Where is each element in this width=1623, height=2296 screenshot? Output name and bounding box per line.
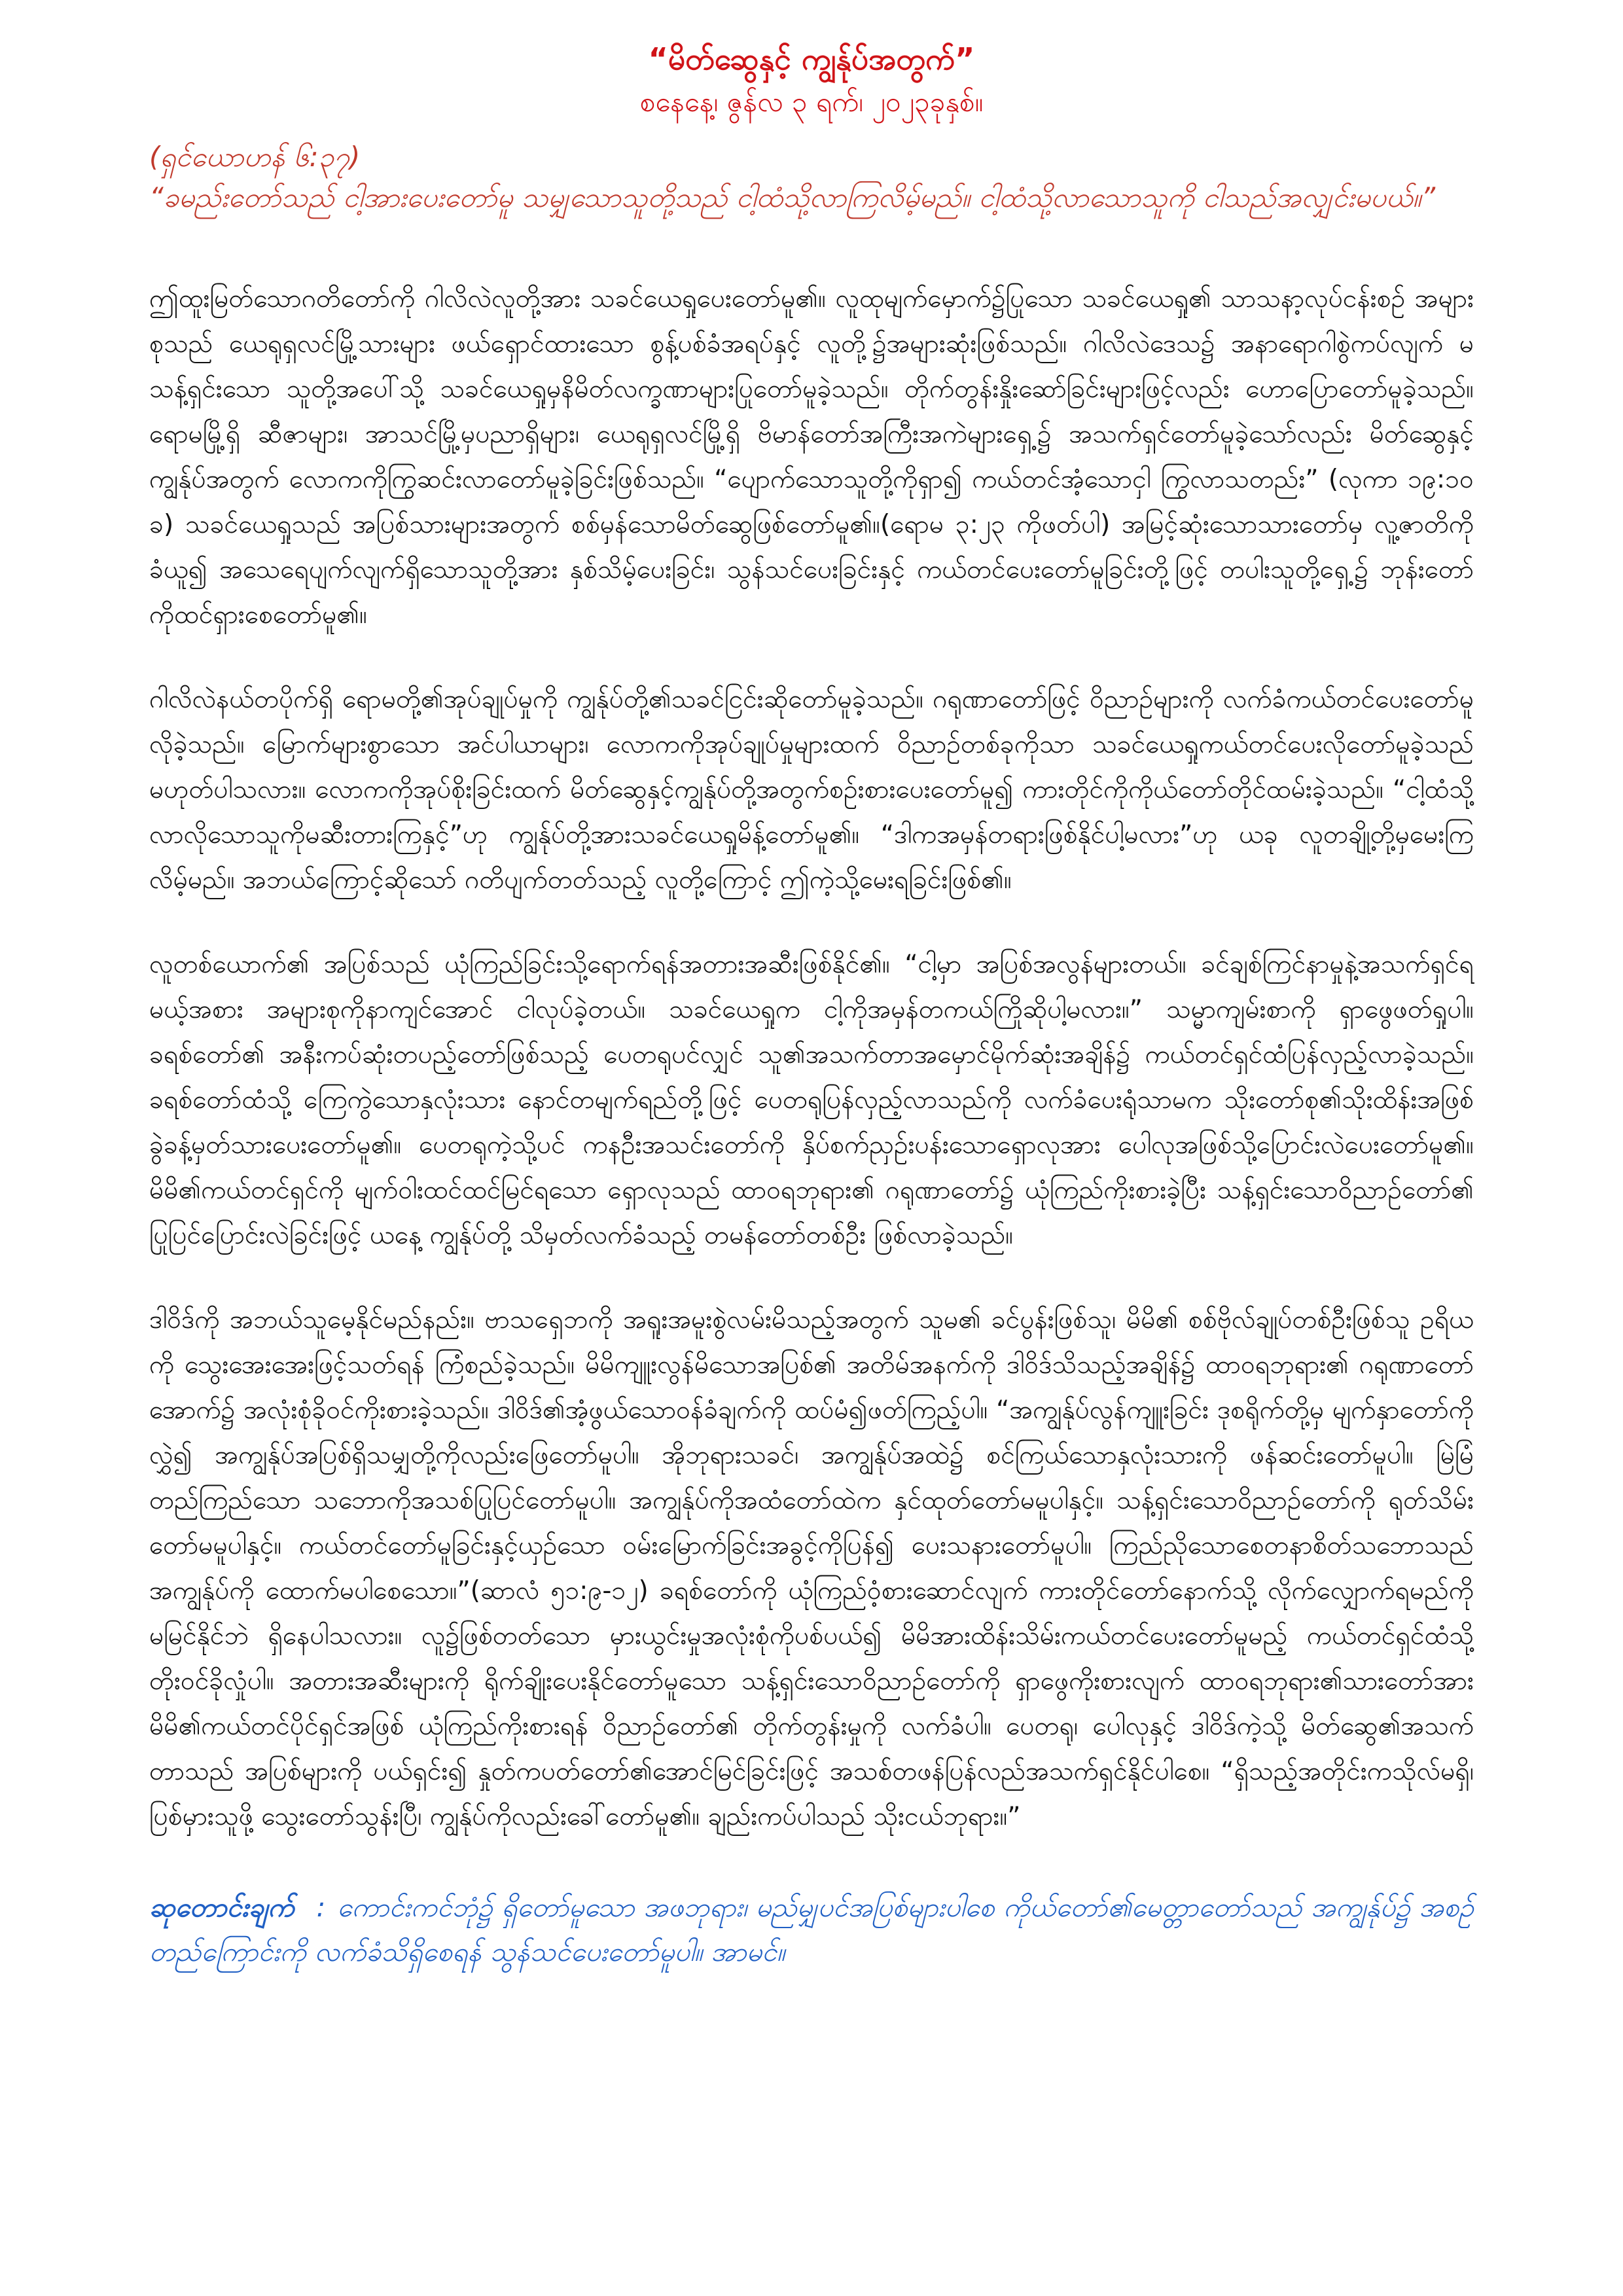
body-paragraph-4: ဒါဝိဒ်ကို အဘယ်သူမေ့နိုင်မည်နည်း။ ဗာသရှေဘကို အရူးအမူးစွဲလမ်းမိသည့်အတွက် သူမ၏ ခင်ပွန်းဖြစ်သူ၊ မိမိ၏ စစ်ဗိုလ်ချုပ်တစ်ဦးဖြစ်သူ ဥရိယကို သွေးအေးအေးဖြင့်သတ်ရန် ကြံစည်ခဲ့သည်။ မိမိကျူးလွန်မိသောအပြစ်၏ အတိမ်အနက်ကို ဒါဝိဒ်သိသည့်အချိန်၌ ထာဝရဘုရား၏ ဂရုဏာတော်အောက်၌ အလုံးစုံခိုဝင်ကိုးစားခဲ့သည်။ ဒါဝိဒ်၏အံ့ဖွယ်သောဝန်ခံချက်ကို ထပ်မံ၍ဖတ်ကြည့်ပါ။ “အကျွန်ုပ်လွန်ကျူးခြင်း ဒုစရိုက်တို့မှ မျက်နှာတော်ကိုလွှဲ၍ အကျွန်ုပ်အပြစ်ရှိသမျှတို့ကိုလည်းဖြေတော်မူပါ။ အိုဘုရားသခင်၊ အကျွန်ုပ်အထဲ၌ စင်ကြယ်သောနှလုံးသားကို ဖန်ဆင်းတော်မူပါ။ မြဲမြံတည်ကြည်သော သဘောကိုအသစ်ပြုပြင်တော်မူပါ။ အကျွန်ုပ်ကိုအထံတော်ထဲက နှင်ထုတ်တော်မမူပါနှင့်။ သန့်ရှင်းသောဝိညာဉ်တော်ကို ရုတ်သိမ်းတော်မမူပါနှင့်။ ကယ်တင်တော်မူခြင်းနှင့်ယှဉ်သော ဝမ်းမြောက်ခြင်းအခွင့်ကိုပြန်၍ ပေးသနားတော်မူပါ။ ကြည်ညိုသောစေတနာစိတ်သဘောသည် အကျွန်ုပ်ကို ထောက်မပါစေသော။”(ဆာလံ ၅၁:၉-၁၂) ခရစ်တော်ကို ယုံကြည်ဝံ့စားဆောင်လျက် ကားတိုင်တော်နောက်သို့ လိုက်လျှောက်ရမည်ကို မမြင်နိုင်ဘဲ ရှိနေပါသလား။ လူ၌ဖြစ်တတ်သော မှားယွင်းမှုအလုံးစုံကိုပစ်ပယ်၍ မိမိအားထိန်းသိမ်းကယ်တင်ပေးတော်မူမည့် ကယ်တင်ရှင်ထံသို့ တိုးဝင်ခိုလှုံပါ။ အတားအဆီးများကို ရိုက်ချိုးပေးနိုင်တော်မူသော သန့်ရှင်းသောဝိညာဉ်တော်ကို ရှာဖွေကိုးစားလျက် ထာဝရဘုရား၏သားတော်အား မိမိ၏ကယ်တင်ပိုင်ရှင်အဖြစ် ယုံကြည်ကိုးစားရန် ဝိညာဉ်တော်၏ တိုက်တွန်းမှုကို လက်ခံပါ။ ပေတရု၊ ပေါလုနှင့် ဒါဝိဒ်ကဲ့သို့ မိတ်ဆွေ၏အသက်တာသည် အပြစ်များကို ပယ်ရှင်း၍ နှုတ်ကပတ်တော်၏အောင်မြင်ခြင်းဖြင့် အသစ်တဖန်ပြန်လည်အသက်ရှင်နိုင်ပါစေ။ “ရှိသည့်အတိုင်းကသိုလ်မရှိ၊ ပြစ်မှားသူဖို့ သွေးတော်သွန်းပြီ၊ ကျွန်ုပ်ကိုလည်းခေါ်တော်မူ၏။ ချည်းကပ်ပါသည် သိုးငယ်ဘုရား။” [149,1305,1474,1831]
date-line: စနေနေ့၊ ဇွန်လ ၃ ရက်၊ ၂၀၂၃ခုနှစ်။ [639,86,984,118]
page-title: “မိတ်ဆွေနှင့် ကျွန်ုပ်အတွက်” [648,41,975,77]
prayer-label: ဆုတောင်းချက် [149,1892,294,1923]
body-paragraph-1: ဤထူးမြတ်သောဂတိတော်ကို ဂါလိလဲလူတို့အား သခင်ယေရှုပေးတော်မူ၏။ လူထုမျက်မှောက်၌ပြုသော သခင်ယေရှု၏ သာသနာ့လုပ်ငန်းစဉ် အများစုသည် ယေရုရှလင်မြို့သားများ ဖယ်ရှောင်ထားသော စွန့်ပစ်ခံအရပ်နှင့် လူတို့၌အများဆုံးဖြစ်သည်။ ဂါလိလဲဒေသ၌ အနာရောဂါစွဲကပ်လျက် မသန့်ရှင်းသော သူတို့အပေါ်သို့ သခင်ယေရှုမှနိမိတ်လက္ခဏာများပြုတော်မူခဲ့သည်။ တိုက်တွန်းနှိုးဆော်ခြင်းများဖြင့်လည်း ဟောပြောတော်မူခဲ့သည်။ ရောမမြို့ရှိ ဆီဇာများ၊ အာသင်မြို့မှပညာရှိများ၊ ယေရုရှလင်မြို့ရှိ ဗိမာန်တော်အကြီးအကဲများရှေ့၌ အသက်ရှင်တော်မူခဲ့သော်လည်း မိတ်ဆွေနှင့်ကျွန်ုပ်အတွက် လောကကိုကြွဆင်းလာတော်မူခဲ့ခြင်းဖြစ်သည်။ “ပျောက်သောသူတို့ကိုရှာ၍ ကယ်တင်အံ့သောငှါ ကြွလာသတည်း” (လုကာ ၁၉:၁၀ ခ) သခင်ယေရှုသည် အပြစ်သားများအတွက် စစ်မှန်သောမိတ်ဆွေဖြစ်တော်မူ၏။(ရောမ ၃:၂၃ ကိုဖတ်ပါ) အမြင့်ဆုံးသောသားတော်မှ လူ့ဇာတိကိုခံယူ၍ အသေရေပျက်လျက်ရှိသောသူတို့အား နှစ်သိမ့်ပေးခြင်း၊ သွန်သင်ပေးခြင်းနှင့် ကယ်တင်ပေးတော်မူခြင်းတို့ဖြင့် တပါးသူတို့ရှေ့၌ ဘုန်းတော်ကိုထင်ရှားစေတော်မူ၏။ [149,284,1474,630]
prayer-block [149,1885,1474,1974]
body-paragraph-2: ဂါလိလဲနယ်တပိုက်ရှိ ရောမတို့၏အုပ်ချုပ်မှုကို ကျွန်ုပ်တို့၏သခင်ငြင်းဆိုတော်မူခဲ့သည်။ ဂရုဏာတော်ဖြင့် ဝိညာဉ်များကို လက်ခံကယ်တင်ပေးတော်မူလိုခဲ့သည်။ မြောက်များစွာသော အင်ပါယာများ၊ လောကကိုအုပ်ချုပ်မှုများထက် ဝိညာဉ်တစ်ခုကိုသာ သခင်ယေရှုကယ်တင်ပေးလိုတော်မူခဲ့သည် မဟုတ်ပါသလား။ လောကကိုအုပ်စိုးခြင်းထက် မိတ်ဆွေနှင့်ကျွန်ုပ်တို့အတွက်စဉ်းစားပေးတော်မူ၍ ကားတိုင်ကိုကိုယ်တော်တိုင်ထမ်းခဲ့သည်။ “ငါ့ထံသို့လာလိုသောသူကိုမဆီးတားကြနှင့်”ဟု ကျွန်ုပ်တို့အားသခင်ယေရှုမိန့်တော်မူ၏။ “ဒါကအမှန်တရားဖြစ်နိုင်ပါ့မလား”ဟု ယခု လူတချို့တို့မှမေးကြလိမ့်မည်။ အဘယ်ကြောင့်ဆိုသော် ဂတိပျက်တတ်သည့် လူတို့ကြောင့် ဤကဲ့သို့မေးရခြင်းဖြစ်၏။ [149,685,1474,895]
scripture-verse: “ခမည်းတော်သည် ငါ့အားပေးတော်မူ သမျှသောသူတို့သည် ငါ့ထံသို့လာကြလိမ့်မည်။ ငါ့ထံသို့လာသောသူကို ငါသည်အလျှင်းမပယ်။” [149,181,1436,213]
body-paragraph-3: လူတစ်ယောက်၏ အပြစ်သည် ယုံကြည်ခြင်းသို့ရောက်ရန်အတားအဆီးဖြစ်နိုင်၏။ “ငါ့မှာ အပြစ်အလွန်များတယ်။ ခင်ချစ်ကြင်နာမှုနဲ့အသက်ရှင်ရမယ့်အစား အများစုကိုနာကျင်အောင် ငါလုပ်ခဲ့တယ်။ သခင်ယေရှုက ငါ့ကိုအမှန်တကယ်ကြိုဆိုပါ့မလား။” သမ္မာကျမ်းစာကို ရှာဖွေဖတ်ရှုပါ။ ခရစ်တော်၏ အနီးကပ်ဆုံးတပည့်တော်ဖြစ်သည့် ပေတရုပင်လျှင် သူ၏အသက်တာအမှောင်မိုက်ဆုံးအချိန်၌ ကယ်တင်ရှင်ထံပြန်လှည့်လာခဲ့သည်။ ခရစ်တော်ထံသို့ ကြေကွဲသောနှလုံးသား နောင်တမျက်ရည်တို့ဖြင့် ပေတရုပြန်လှည့်လာသည်ကို လက်ခံပေးရုံသာမက သိုးတော်စု၏သိုးထိန်းအဖြစ် ခွဲခန့်မှတ်သားပေးတော်မူ၏။ ပေတရုကဲ့သို့ပင် ကနဦးအသင်းတော်ကို နှိပ်စက်ညှဉ်းပန်းသောရှောလုအား ပေါလုအဖြစ်သို့ပြောင်းလဲပေးတော်မူ၏။ မိမိ၏ကယ်တင်ရှင်ကို မျက်ဝါးထင်ထင်မြင်ရသော ရှောလုသည် ထာဝရဘုရား၏ ဂရုဏာတော်၌ ယုံကြည်ကိုးစားခဲ့ပြီး သန့်ရှင်းသောဝိညာဉ်တော်၏ ပြုပြင်ပြောင်းလဲခြင်းဖြင့် ယနေ့ ကျွန်ုပ်တို့ သိမှတ်လက်ခံသည့် တမန်တော်တစ်ဦး ဖြစ်လာခဲ့သည်။ [149,950,1474,1250]
prayer-colon: : [316,1892,326,1923]
prayer-text: ကောင်းကင်ဘုံ၌ ရှိတော်မူသော အဖဘုရား၊ မည်မျှပင်အပြစ်များပါစေ ကိုယ်တော်၏မေတ္တာတော်သည် အကျွန်ုပ်၌ အစဉ်တည်ကြောင်းကို လက်ခံသိရှိစေရန် သွန်သင်ပေးတော်မူပါ။ အာမင်။ [149,1892,1474,1967]
scripture-reference: (ရှင်ယောဟန် ၆:၃၇) [149,141,361,173]
